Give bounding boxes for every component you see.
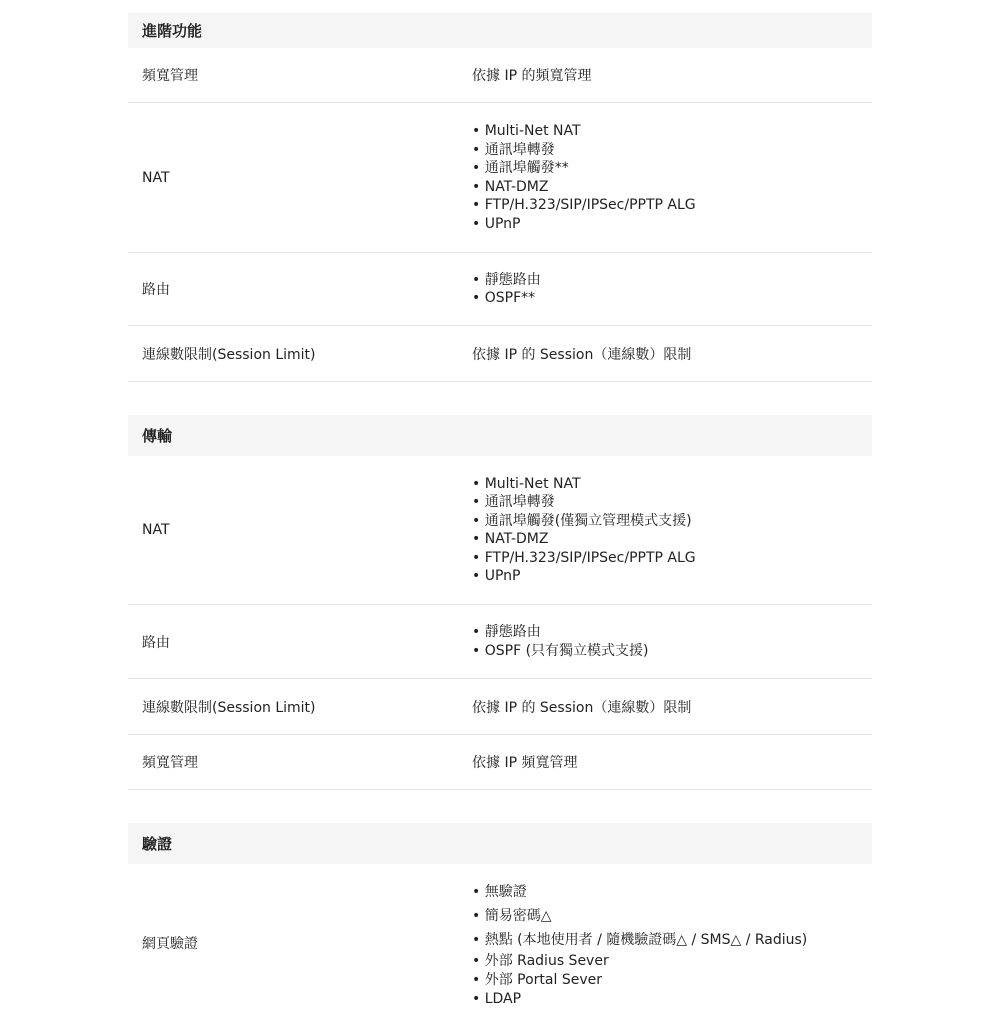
list-item: • 外部 Portal Sever	[472, 971, 807, 990]
list-item: • 通訊埠觸發**	[472, 159, 696, 178]
spec-label: 網頁驗證	[142, 936, 198, 952]
spec-value	[472, 103, 872, 252]
list-item: • 簡易密碼△	[472, 904, 807, 928]
list-item: • FTP/H.323/SIP/IPSec/PPTP ALG	[472, 196, 696, 215]
spec-row-session-limit	[128, 679, 872, 735]
spec-row-bandwidth	[128, 48, 872, 103]
list-item: • 通訊埠觸發(僅獨立管理模式支援)	[472, 512, 696, 531]
spec-value: 依據 IP 的頻寬管理	[472, 68, 592, 84]
list-item: • NAT-DMZ	[472, 530, 696, 549]
spec-value	[472, 864, 872, 1022]
spec-row-routing	[128, 605, 872, 679]
spec-row-routing	[128, 253, 872, 326]
spec-row-bandwidth	[128, 735, 872, 790]
list-item: • NAT-DMZ	[472, 178, 696, 197]
spec-label: 連線數限制(Session Limit)	[142, 699, 316, 716]
spec-row-web-auth	[128, 864, 872, 1022]
bullet-list	[472, 271, 541, 308]
list-item: • OSPF (只有獨立模式支援)	[472, 642, 649, 661]
section-title: 傳輸	[128, 415, 872, 456]
bullet-list	[472, 623, 649, 660]
spec-value	[472, 456, 872, 604]
list-item: • Multi-Net NAT	[472, 475, 696, 494]
spec-value: 依據 IP 頻寬管理	[472, 755, 578, 771]
spec-label: 連線數限制(Session Limit)	[142, 346, 316, 363]
list-item: • 無驗證	[472, 880, 807, 904]
list-item: • OSPF**	[472, 289, 541, 308]
bullet-list	[472, 475, 696, 586]
list-item: • LDAP	[472, 990, 807, 1009]
list-item: • 靜態路由	[472, 623, 649, 642]
spec-row-nat	[128, 103, 872, 253]
section-header-advanced	[128, 13, 872, 48]
section-title: 進階功能	[128, 13, 872, 48]
section-title: 驗證	[128, 823, 872, 864]
spec-value: 依據 IP 的 Session（連線數）限制	[472, 699, 692, 716]
spec-row-nat	[128, 456, 872, 605]
list-item: • 靜態路由	[472, 271, 541, 290]
spec-value	[472, 605, 872, 678]
bullet-list	[472, 880, 807, 1009]
list-item: • 熱點 (本地使用者 / 隨機驗證碼△ / SMS△ / Radius)	[472, 928, 807, 952]
spec-value	[472, 253, 872, 325]
spec-value: 依據 IP 的 Session（連線數）限制	[472, 346, 692, 363]
list-item: • UPnP	[472, 215, 696, 234]
list-item: • 通訊埠轉發	[472, 141, 696, 160]
bullet-list	[472, 122, 696, 233]
spec-label: NAT	[142, 169, 170, 186]
spec-label: 頻寬管理	[142, 755, 198, 771]
list-item: • 通訊埠轉發	[472, 493, 696, 512]
list-item: • UPnP	[472, 567, 696, 586]
spec-label: 頻寬管理	[142, 68, 198, 84]
spec-label: NAT	[142, 522, 170, 538]
spec-label: 路由	[142, 282, 170, 298]
list-item: • Multi-Net NAT	[472, 122, 696, 141]
section-header-transmission	[128, 415, 872, 456]
section-header-authentication	[128, 823, 872, 864]
list-item: • 外部 Radius Sever	[472, 952, 807, 971]
spec-label: 路由	[142, 634, 170, 651]
list-item: • FTP/H.323/SIP/IPSec/PPTP ALG	[472, 549, 696, 568]
spec-row-session-limit	[128, 326, 872, 382]
